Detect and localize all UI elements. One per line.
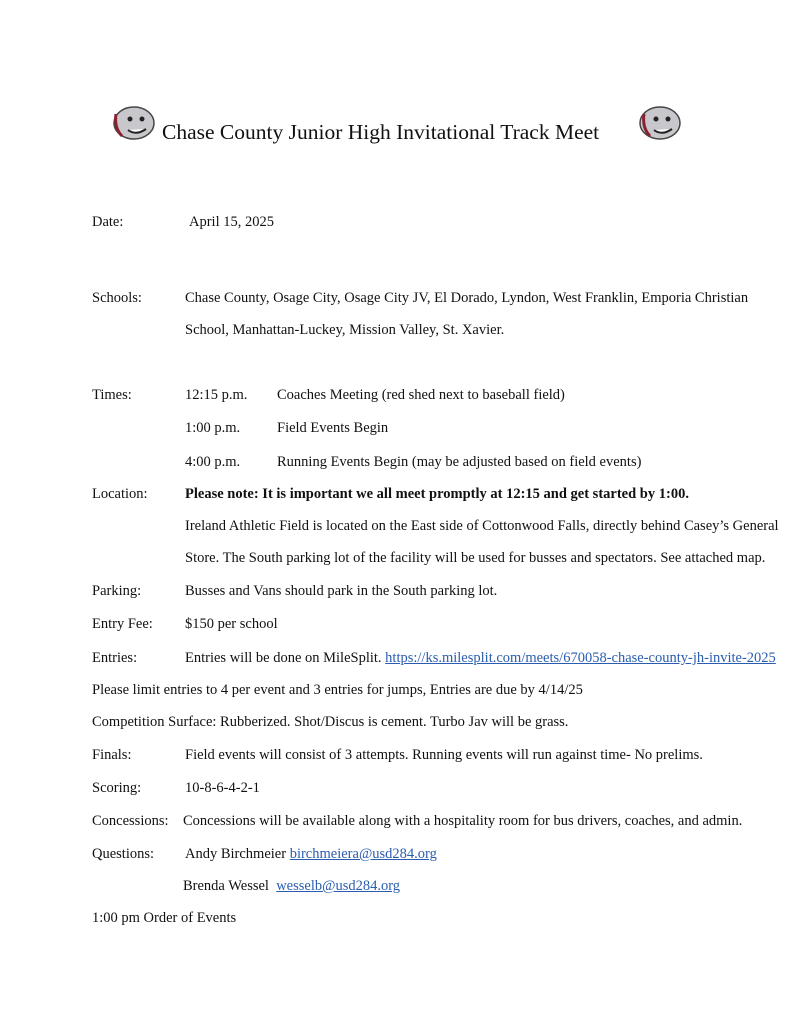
date-value: April 15, 2025 bbox=[189, 214, 274, 230]
concessions-value: Concessions will be available along with a hospitality room for bus drivers, coaches, and admin. bbox=[183, 813, 743, 829]
parking-value: Busses and Vans should park in the South parking lot. bbox=[185, 583, 498, 599]
entries-value bbox=[185, 649, 776, 667]
schools-label: Schools: bbox=[92, 290, 142, 306]
location-note: Please note: It is important we all meet promptly at 12:15 and get started by 1:00. bbox=[185, 486, 689, 502]
contact-2 bbox=[183, 877, 400, 895]
location-line-1: Ireland Athletic Field is located on the East side of Cottonwood Falls, directly behind Casey’s General bbox=[185, 518, 779, 534]
concessions-label: Concessions: bbox=[92, 813, 169, 829]
finals-value: Field events will consist of 3 attempts. Running events will run against time- No prelims. bbox=[185, 747, 703, 763]
time-3-desc: Running Events Begin (may be adjusted based on field events) bbox=[277, 454, 642, 470]
scoring-label: Scoring: bbox=[92, 780, 142, 796]
order-of-events-heading: 1:00 pm Order of Events bbox=[92, 910, 237, 926]
parking-label: Parking: bbox=[92, 583, 142, 599]
contact-email-link[interactable]: birchmeiera@usd284.org bbox=[289, 846, 437, 862]
entries-text: Entries will be done on MileSplit. bbox=[185, 650, 382, 666]
scoring-value: 10-8-6-4-2-1 bbox=[185, 780, 260, 796]
location-line-2: Store. The South parking lot of the facility will be used for busses and spectators. See attached map. bbox=[185, 550, 766, 566]
schools-line-1: Chase County, Osage City, Osage City JV, El Dorado, Lyndon, West Franklin, Emporia Christian bbox=[185, 290, 749, 306]
entry-limit-note: Please limit entries to 4 per event and 3 entries for jumps, Entries are due by 4/14/25 bbox=[92, 682, 583, 698]
bulldog-mascot-icon bbox=[110, 104, 156, 142]
times-label: Times: bbox=[92, 387, 132, 403]
time-2: 1:00 p.m. bbox=[185, 420, 241, 436]
milesplit-link[interactable]: https://ks.milesplit.com/meets/670058-chase-county-jh-invite-2025 bbox=[385, 650, 776, 666]
contact-email-link[interactable]: wesselb@usd284.org bbox=[276, 878, 401, 894]
entry-fee-value: $150 per school bbox=[185, 616, 278, 632]
surface-note: Competition Surface: Rubberized. Shot/Discus is cement. Turbo Jav will be grass. bbox=[92, 714, 569, 730]
contact-name: Andy Birchmeier bbox=[185, 846, 287, 862]
page-title: Chase County Junior High Invitational Track Meet bbox=[162, 120, 600, 144]
location-label: Location: bbox=[92, 486, 148, 502]
entries-label: Entries: bbox=[92, 650, 138, 666]
time-3: 4:00 p.m. bbox=[185, 454, 241, 470]
contact-1 bbox=[185, 845, 437, 863]
time-1-desc: Coaches Meeting (red shed next to baseball field) bbox=[277, 387, 565, 403]
time-1: 12:15 p.m. bbox=[185, 387, 248, 403]
finals-label: Finals: bbox=[92, 747, 132, 763]
time-2-desc: Field Events Begin bbox=[277, 420, 389, 436]
questions-label: Questions: bbox=[92, 846, 155, 862]
contact-name: Brenda Wessel bbox=[183, 878, 269, 894]
bulldog-mascot-icon bbox=[638, 104, 684, 142]
entry-fee-label: Entry Fee: bbox=[92, 616, 153, 632]
date-label: Date: bbox=[92, 214, 124, 230]
schools-line-2: School, Manhattan-Luckey, Mission Valley, St. Xavier. bbox=[185, 322, 505, 338]
